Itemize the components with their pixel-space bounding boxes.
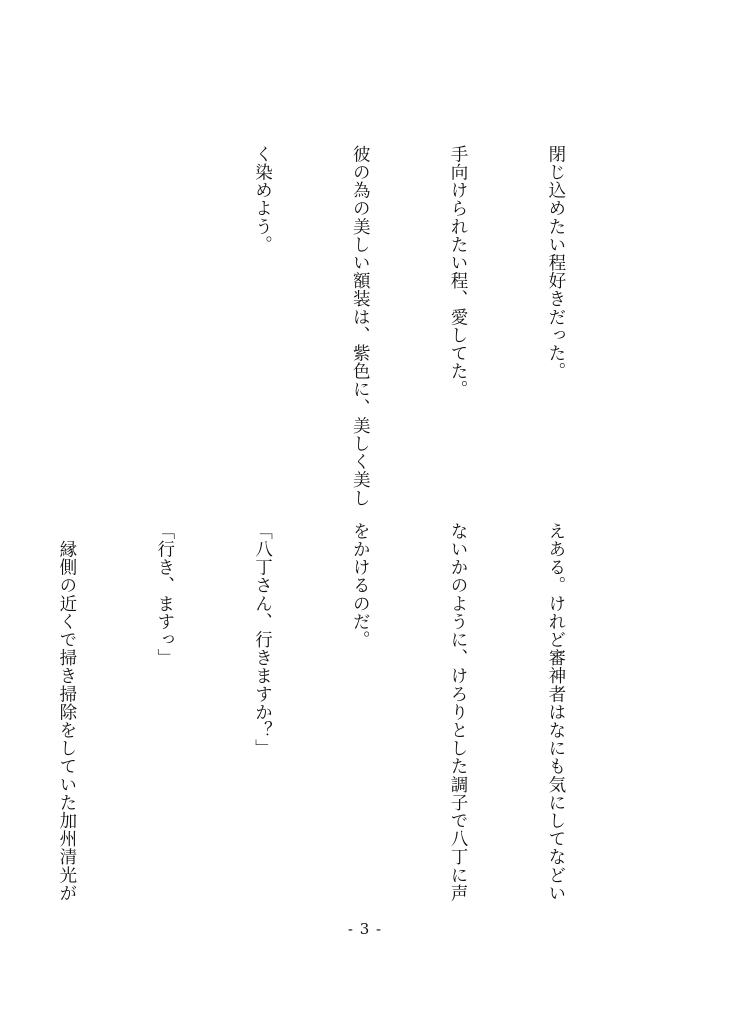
bottom-text-block bbox=[56, 522, 637, 903]
scene-separator bbox=[0, 145, 116, 500]
dialogue-line: 「八丁さん、行きますか？」 bbox=[252, 522, 273, 758]
page-number: - 3 - bbox=[347, 920, 383, 938]
dialogue-line: 「行き、ますっ」 bbox=[154, 522, 175, 667]
text-line: をかけるのだ。 bbox=[350, 522, 371, 649]
text-line: えある。けれど審神者はなにも気にしてなどい bbox=[545, 522, 566, 903]
text-line: 閉じ込めたい程好きだった。 bbox=[545, 145, 566, 381]
text-line: 手向けられたい程、愛してた。 bbox=[448, 145, 469, 399]
text-line: 縁側の近くで掃き掃除をしていた加州清光が bbox=[56, 522, 77, 903]
text-line: ないかのように、けろりとした調子で八丁に声 bbox=[448, 522, 469, 903]
text-line: 彼の為の美しい額装は、紫色に、美しく美し bbox=[350, 145, 371, 507]
text-line: く染めよう。 bbox=[252, 145, 273, 254]
top-text-block bbox=[117, 145, 637, 507]
